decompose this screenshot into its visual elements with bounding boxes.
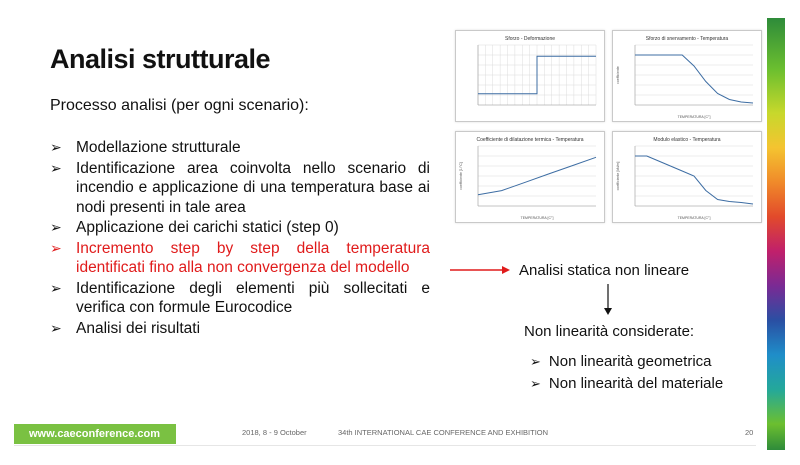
page-number: 20 xyxy=(745,428,754,437)
chart-y-label: coefficiente [1/°C] xyxy=(459,162,463,190)
chart-title: Sforzo di snervamento - Temperatura xyxy=(645,36,729,42)
footer-conference-name: 34th INTERNATIONAL CAE CONFERENCE AND EXHIBITION xyxy=(338,428,549,437)
chart-y-label: coefficiente xyxy=(616,66,620,84)
bullet-item xyxy=(50,138,430,158)
bullet-text: Analisi dei risultati xyxy=(76,319,201,337)
bullet-text: Modellazione strutturale xyxy=(76,139,241,156)
chart-x-label: TEMPERATURA [C°] xyxy=(677,115,711,119)
chart-svg xyxy=(456,31,604,121)
arrow-bullet-icon: ➢ xyxy=(50,319,62,336)
analysis-type-label: Analisi statica non lineare xyxy=(519,262,690,279)
arrow-bullet-icon: ➢ xyxy=(530,376,541,391)
chart-svg xyxy=(613,31,761,121)
bullet-text: Incremento step by step della temperatura identificati fino alla non convergenza del modello xyxy=(76,239,430,276)
bullet-item-highlighted xyxy=(50,239,430,278)
down-arrow-icon xyxy=(602,283,614,317)
elastic-modulus-temperature-chart xyxy=(612,131,762,223)
nonlinearity-item-text: Non linearità del materiale xyxy=(548,375,724,392)
arrow-bullet-icon: ➢ xyxy=(50,139,62,155)
footer-date: 2018, 8 - 9 October xyxy=(242,428,307,437)
stress-strain-chart xyxy=(455,30,605,122)
chart-x-label: TEMPERATURA [C°] xyxy=(677,216,711,220)
bullet-list xyxy=(50,138,430,339)
nonlinearity-item-text: Non linearità geometrica xyxy=(548,353,712,370)
nonlinearity-item xyxy=(530,353,712,370)
arrow-bullet-icon: ➢ xyxy=(530,354,541,369)
bullet-item xyxy=(50,319,430,339)
bullet-item xyxy=(50,159,430,218)
slide-subtitle: Processo analisi (per ogni scenario): xyxy=(50,97,309,114)
red-arrow-icon xyxy=(448,263,512,277)
chart-series-line xyxy=(635,156,753,204)
bullet-text: Identificazione degli elementi più sollecitati e verifica con formule Eurocodice xyxy=(76,279,430,316)
bullet-text: Identificazione area coinvolta nello scenario di incendio e applicazione di una temperatura base ai nodi presenti in tale area xyxy=(76,159,430,216)
bullet-item xyxy=(50,279,430,318)
chart-x-label: TEMPERATURA [C°] xyxy=(520,216,554,220)
chart-svg xyxy=(613,132,761,222)
slide-title: Analisi strutturale xyxy=(50,44,271,74)
chart-title: Sforzo - Deformazione xyxy=(504,36,556,42)
arrow-bullet-icon: ➢ xyxy=(50,159,62,176)
arrow-bullet-icon: ➢ xyxy=(50,279,62,296)
arrow-bullet-icon: ➢ xyxy=(50,239,62,256)
chart-svg xyxy=(456,132,604,222)
footer-divider xyxy=(14,445,756,446)
arrow-bullet-icon: ➢ xyxy=(50,219,62,235)
yield-stress-temperature-chart xyxy=(612,30,762,122)
bullet-text: Applicazione dei carichi statici (step 0) xyxy=(76,219,339,236)
bullet-item xyxy=(50,218,430,238)
chart-series-line xyxy=(635,55,753,103)
decorative-color-strip xyxy=(767,18,785,450)
footer-website-link[interactable]: www.caeconference.com xyxy=(14,424,176,444)
chart-title: Modulo elastico - Temperatura xyxy=(653,137,721,143)
nonlinearity-item xyxy=(530,375,723,392)
chart-y-label: coefficiente [kN/m] xyxy=(616,161,620,191)
chart-title: Coefficiente di dilatazione termica - Temperatura xyxy=(476,137,584,143)
nonlinearity-title: Non linearità considerate: xyxy=(524,323,695,340)
thermal-expansion-temperature-chart xyxy=(455,131,605,223)
